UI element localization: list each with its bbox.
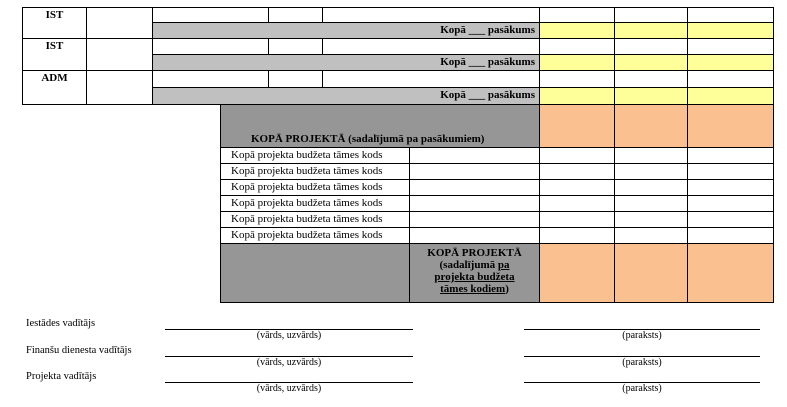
budget-code-label: Kopā projekta budžeta tāmes kods — [231, 149, 383, 161]
amount-cell[interactable] — [614, 7, 688, 23]
input-cell[interactable] — [322, 38, 540, 55]
budget-code-input[interactable] — [409, 227, 540, 244]
activity-summary-text: Kopā ___ pasākums — [440, 89, 535, 101]
amount-cell[interactable] — [539, 38, 615, 55]
input-cell[interactable] — [152, 38, 269, 55]
amount-cell[interactable] — [687, 211, 774, 228]
budget-code-label-cell — [220, 195, 410, 212]
summary-amount-cell[interactable] — [614, 22, 688, 39]
budget-code-label-cell — [220, 211, 410, 228]
budget-code-label-cell — [220, 163, 410, 180]
budget-code-label: Kopā projekta budžeta tāmes kods — [231, 181, 383, 193]
summary-amount-cell[interactable] — [614, 87, 688, 105]
activity-name-cell — [86, 70, 153, 105]
amount-cell[interactable] — [614, 38, 688, 55]
input-cell[interactable] — [322, 70, 540, 88]
activity-summary-text: Kopā ___ pasākums — [440, 24, 535, 36]
budget-code-input[interactable] — [409, 195, 540, 212]
name-caption: (vārds, uzvārds) — [256, 357, 322, 368]
input-cell[interactable] — [152, 7, 269, 23]
amount-cell[interactable] — [539, 227, 615, 244]
activity-name-cell — [86, 38, 153, 71]
budget-code-label: Kopā projekta budžeta tāmes kods — [231, 213, 383, 225]
total-by-code-line4: tāmes kodiem) — [440, 283, 509, 295]
budget-code-label: Kopā projekta budžeta tāmes kods — [231, 197, 383, 209]
total-amount-cell[interactable] — [687, 243, 774, 303]
total-by-code-line3: projekta budžeta — [434, 271, 515, 283]
amount-cell[interactable] — [539, 163, 615, 180]
budget-code-label-cell — [220, 147, 410, 164]
amount-cell[interactable] — [687, 70, 774, 88]
amount-cell[interactable] — [614, 227, 688, 244]
total-by-activity-text — [251, 133, 484, 145]
amount-cell[interactable] — [687, 147, 774, 164]
amount-cell[interactable] — [539, 7, 615, 23]
activity-code-cell — [22, 7, 87, 39]
amount-cell[interactable] — [614, 211, 688, 228]
activity-code-cell — [22, 70, 87, 105]
total-by-activity-label — [220, 104, 540, 148]
summary-amount-cell[interactable] — [687, 54, 774, 71]
input-cell[interactable] — [268, 38, 323, 55]
budget-code-input[interactable] — [409, 179, 540, 196]
amount-cell[interactable] — [687, 195, 774, 212]
signature-caption: (paraksts) — [622, 330, 662, 341]
amount-cell[interactable] — [687, 227, 774, 244]
name-caption: (vārds, uzvārds) — [256, 330, 322, 341]
activity-summary-text: Kopā ___ pasākums — [440, 56, 535, 68]
total-amount-cell[interactable] — [687, 104, 774, 148]
summary-amount-cell[interactable] — [539, 54, 615, 71]
signature-caption: (paraksts) — [622, 383, 662, 394]
budget-code-label: Kopā projekta budžeta tāmes kods — [231, 165, 383, 177]
amount-cell[interactable] — [539, 179, 615, 196]
total-by-code-spacer — [220, 243, 410, 303]
summary-amount-cell[interactable] — [687, 22, 774, 39]
activity-code: IST — [45, 9, 64, 21]
total-by-code-line2: (sadalījumā pa — [439, 259, 510, 271]
activity-name-cell — [86, 7, 153, 39]
total-amount-cell[interactable] — [539, 104, 615, 148]
signature-role: Finanšu dienesta vadītājs — [26, 345, 132, 356]
name-caption: (vārds, uzvārds) — [256, 383, 322, 394]
amount-cell[interactable] — [687, 38, 774, 55]
budget-code-label-cell — [220, 227, 410, 244]
amount-cell[interactable] — [687, 179, 774, 196]
signature-role: Iestādes vadītājs — [26, 318, 96, 329]
activity-code: ADM — [41, 72, 68, 84]
signature-section — [0, 310, 787, 407]
activity-code: IST — [45, 40, 64, 52]
budget-code-input[interactable] — [409, 147, 540, 164]
input-cell[interactable] — [268, 70, 323, 88]
amount-cell[interactable] — [539, 147, 615, 164]
total-amount-cell[interactable] — [539, 243, 615, 303]
input-cell[interactable] — [152, 70, 269, 88]
input-cell[interactable] — [268, 7, 323, 23]
total-amount-cell[interactable] — [614, 104, 688, 148]
activity-summary-label — [152, 22, 540, 39]
summary-amount-cell[interactable] — [539, 87, 615, 105]
amount-cell[interactable] — [539, 195, 615, 212]
budget-code-input[interactable] — [409, 163, 540, 180]
total-amount-cell[interactable] — [614, 243, 688, 303]
budget-code-input[interactable] — [409, 211, 540, 228]
signature-caption: (paraksts) — [622, 357, 662, 368]
total-by-code-label — [409, 243, 540, 303]
total-by-code-line1: KOPĀ PROJEKTĀ — [427, 247, 522, 259]
input-cell[interactable] — [322, 7, 540, 23]
amount-cell[interactable] — [614, 163, 688, 180]
summary-amount-cell[interactable] — [539, 22, 615, 39]
budget-code-label: Kopā projekta budžeta tāmes kods — [231, 229, 383, 241]
amount-cell[interactable] — [614, 70, 688, 88]
amount-cell[interactable] — [539, 211, 615, 228]
total-by-activity-prefix: KOPĀ PROJEKTĀ — [251, 133, 349, 145]
budget-code-label-cell — [220, 179, 410, 196]
summary-amount-cell[interactable] — [614, 54, 688, 71]
activity-code-cell — [22, 38, 87, 71]
amount-cell[interactable] — [539, 70, 615, 88]
activity-summary-label — [152, 54, 540, 71]
activity-summary-label — [152, 87, 540, 105]
amount-cell[interactable] — [614, 179, 688, 196]
summary-amount-cell[interactable] — [687, 87, 774, 105]
amount-cell[interactable] — [614, 147, 688, 164]
activity-table — [0, 0, 787, 104]
total-by-activity-detail: (sadalījumā pa pasākumiem) — [348, 133, 485, 145]
amount-cell[interactable] — [687, 163, 774, 180]
signature-role: Projekta vadītājs — [26, 371, 97, 382]
amount-cell[interactable] — [687, 7, 774, 23]
amount-cell[interactable] — [614, 195, 688, 212]
